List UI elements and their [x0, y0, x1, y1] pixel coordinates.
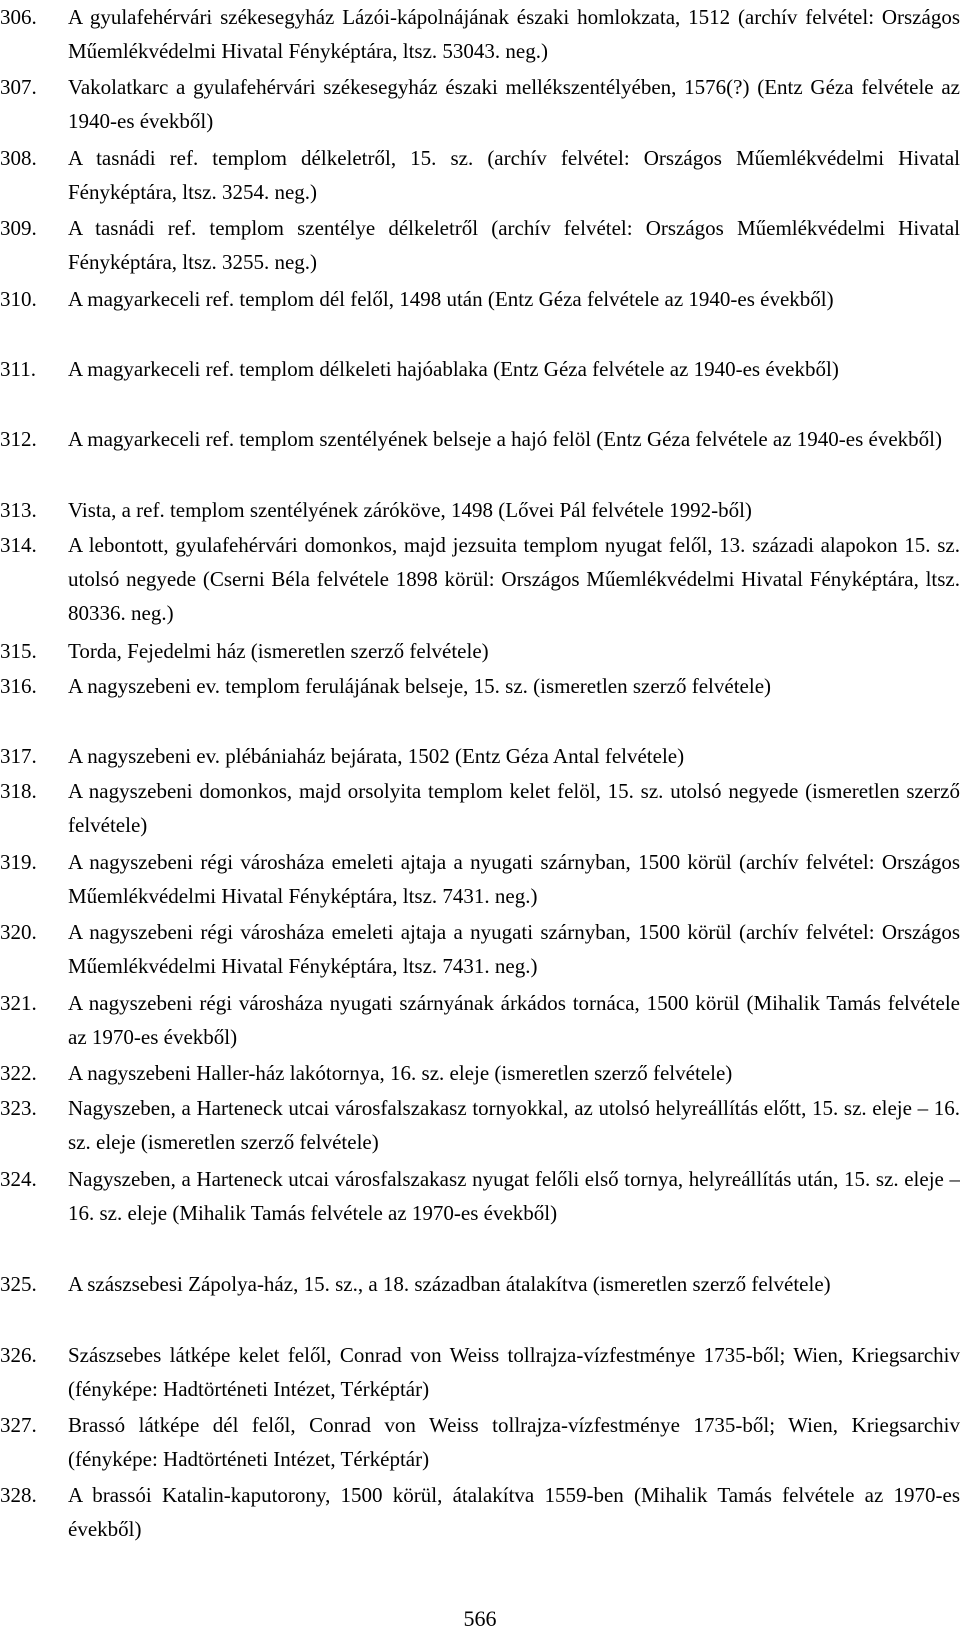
entry-text: A magyarkeceli ref. templom délkeleti hajóablaka (Entz Géza felvétele az 1940-es évekből)	[68, 357, 839, 381]
entry-text: Nagyszeben, a Harteneck utcai városfalszakasz tornyokkal, az utolsó helyreállítás előtt, 15. sz. eleje – 16. sz. eleje (ismeretlen szerző felvétele)	[68, 1096, 960, 1155]
caption-entry	[0, 422, 960, 456]
entry-number: 327.	[0, 1413, 37, 1437]
entry-number: 318.	[0, 779, 37, 804]
entry-number: 306.	[0, 5, 37, 29]
entry-number: 314.	[0, 533, 37, 557]
entry-text: A nagyszebeni domonkos, majd orsolyita templom kelet felöl, 15. sz. utolsó negyede (ismeretlen szerző felvétele)	[68, 779, 960, 838]
caption-entry	[0, 634, 960, 668]
caption-entry	[0, 528, 960, 630]
entry-text: A szászsebesi Zápolya-ház, 15. sz., a 18. században átalakítva (ismeretlen szerző felvétele)	[68, 1272, 831, 1297]
entry-text: A magyarkeceli ref. templom dél felől, 1498 után (Entz Géza felvétele az 1940-es évekből)	[68, 286, 834, 311]
entry-number: 323.	[0, 1096, 37, 1121]
caption-entry	[0, 1267, 960, 1301]
caption-entry	[0, 1056, 960, 1090]
entry-text: A nagyszebeni régi városháza emeleti ajtaja a nyugati szárnyban, 1500 körül (archív felvétel: Országos Műemlékvédelmi Hivatal Fényképtára, ltsz. 7431. neg.)	[68, 849, 960, 908]
entry-text: A magyarkeceli ref. templom szentélyének belseje a hajó felöl (Entz Géza felvétele az 1940-es évekből)	[68, 427, 943, 452]
caption-entry	[0, 493, 960, 527]
entry-text: A nagyszebeni régi városháza emeleti ajtaja a nyugati szárnyban, 1500 körül (archív felvétel: Országos Műemlékvédelmi Hivatal Fényképtára, ltsz. 7431. neg.)	[68, 920, 960, 979]
entry-number: 308.	[0, 145, 37, 170]
entry-number: 311.	[0, 357, 36, 381]
entry-text: A nagyszebeni régi városháza nyugati szárnyának árkádos tornáca, 1500 körül (Mihalik Tamás felvétele az 1970-es évekből)	[68, 990, 960, 1049]
caption-entry	[0, 774, 960, 842]
entry-text: A nagyszebeni ev. templom ferulájának belseje, 15. sz. (ismeretlen szerző felvétele)	[68, 673, 772, 698]
caption-entry	[0, 669, 960, 703]
entry-text: Brassó látképe dél felől, Conrad von Weiss tollrajza-vízfestménye 1735-ből; Wien, Kriegsarchiv (fényképe: Hadtörténeti Intézet, Térképtár)	[68, 1413, 960, 1471]
entry-text: A tasnádi ref. templom délkeletről, 15. sz. (archív felvétel: Országos Műemlékvédelmi Hivatal Fényképtára, ltsz. 3254. neg.)	[68, 145, 960, 204]
entry-number: 307.	[0, 75, 37, 100]
entry-number: 324.	[0, 1166, 37, 1191]
caption-entry	[0, 845, 960, 913]
caption-entry	[0, 1338, 960, 1406]
entry-text: Torda, Fejedelmi ház (ismeretlen szerző felvétele)	[68, 638, 489, 663]
entry-number: 322.	[0, 1061, 37, 1085]
caption-entry	[0, 1478, 960, 1546]
entry-number: 316.	[0, 673, 37, 698]
caption-entry	[0, 211, 960, 279]
entry-text: Szászsebes látképe kelet felől, Conrad von Weiss tollrajza-vízfestménye 1735-ből; Wien, Kriegsarchiv (fényképe: Hadtörténeti Intézet, Térképtár)	[68, 1342, 960, 1401]
entry-number: 309.	[0, 216, 37, 241]
caption-entry	[0, 1162, 960, 1230]
entry-number: 317.	[0, 744, 37, 769]
entry-number: 328.	[0, 1483, 37, 1508]
entry-number: 326.	[0, 1342, 37, 1367]
caption-entry	[0, 739, 960, 773]
caption-entry	[0, 352, 960, 386]
entry-text: A nagyszebeni ev. plébániaház bejárata, 1502 (Entz Géza Antal felvétele)	[68, 744, 685, 769]
entry-number: 310.	[0, 286, 37, 311]
entry-number: 312.	[0, 427, 37, 452]
entry-text: Nagyszeben, a Harteneck utcai városfalszakasz nyugat felőli első tornya, helyreállítás után, 15. sz. eleje – 16. sz. eleje (Mihalik Tamás felvétele az 1970-es évekből)	[68, 1166, 960, 1225]
caption-entry	[0, 70, 960, 138]
entry-number: 315.	[0, 638, 37, 663]
entry-text: A gyulafehérvári székesegyház Lázói-kápolnájának északi homlokzata, 1512 (archív felvétel: Országos Műemlékvédelmi Hivatal Fényképtára, ltsz. 53043. neg.)	[68, 5, 960, 63]
entry-text: A nagyszebeni Haller-ház lakótornya, 16. sz. eleje (ismeretlen szerző felvétele)	[68, 1061, 733, 1085]
entry-text: Vista, a ref. templom szentélyének záróköve, 1498 (Lővei Pál felvétele 1992-ből)	[68, 497, 752, 522]
caption-entry	[0, 0, 960, 68]
caption-entry	[0, 1091, 960, 1159]
entry-number: 313.	[0, 497, 37, 522]
caption-entry	[0, 1408, 960, 1476]
caption-entry	[0, 915, 960, 983]
entry-number: 319.	[0, 849, 37, 874]
page-number: 566	[463, 1606, 497, 1631]
entry-number: 320.	[0, 920, 37, 945]
caption-entry	[0, 141, 960, 209]
entry-text: A lebontott, gyulafehérvári domonkos, majd jezsuita templom nyugat felől, 13. századi alapokon 15. sz. utolsó negyede (Cserni Béla felvétele 1898 körül: Országos Műemlékvédelmi Hivatal Fényképtára, ltsz. 80336. neg.)	[68, 533, 960, 625]
entry-number: 325.	[0, 1272, 37, 1297]
caption-entry	[0, 282, 960, 316]
entry-text: Vakolatkarc a gyulafehérvári székesegyház északi mellékszentélyében, 1576(?) (Entz Géza felvétele az 1940-es évekből)	[68, 75, 960, 134]
entry-number: 321.	[0, 990, 37, 1015]
entry-text: A brassói Katalin-kaputorony, 1500 körül, átalakítva 1559-ben (Mihalik Tamás felvétele az 1970-es évekből)	[68, 1483, 960, 1542]
entry-text: A tasnádi ref. templom szentélye délkeletről (archív felvétel: Országos Műemlékvédelmi Hivatal Fényképtára, ltsz. 3255. neg.)	[68, 216, 960, 275]
caption-entry	[0, 986, 960, 1054]
